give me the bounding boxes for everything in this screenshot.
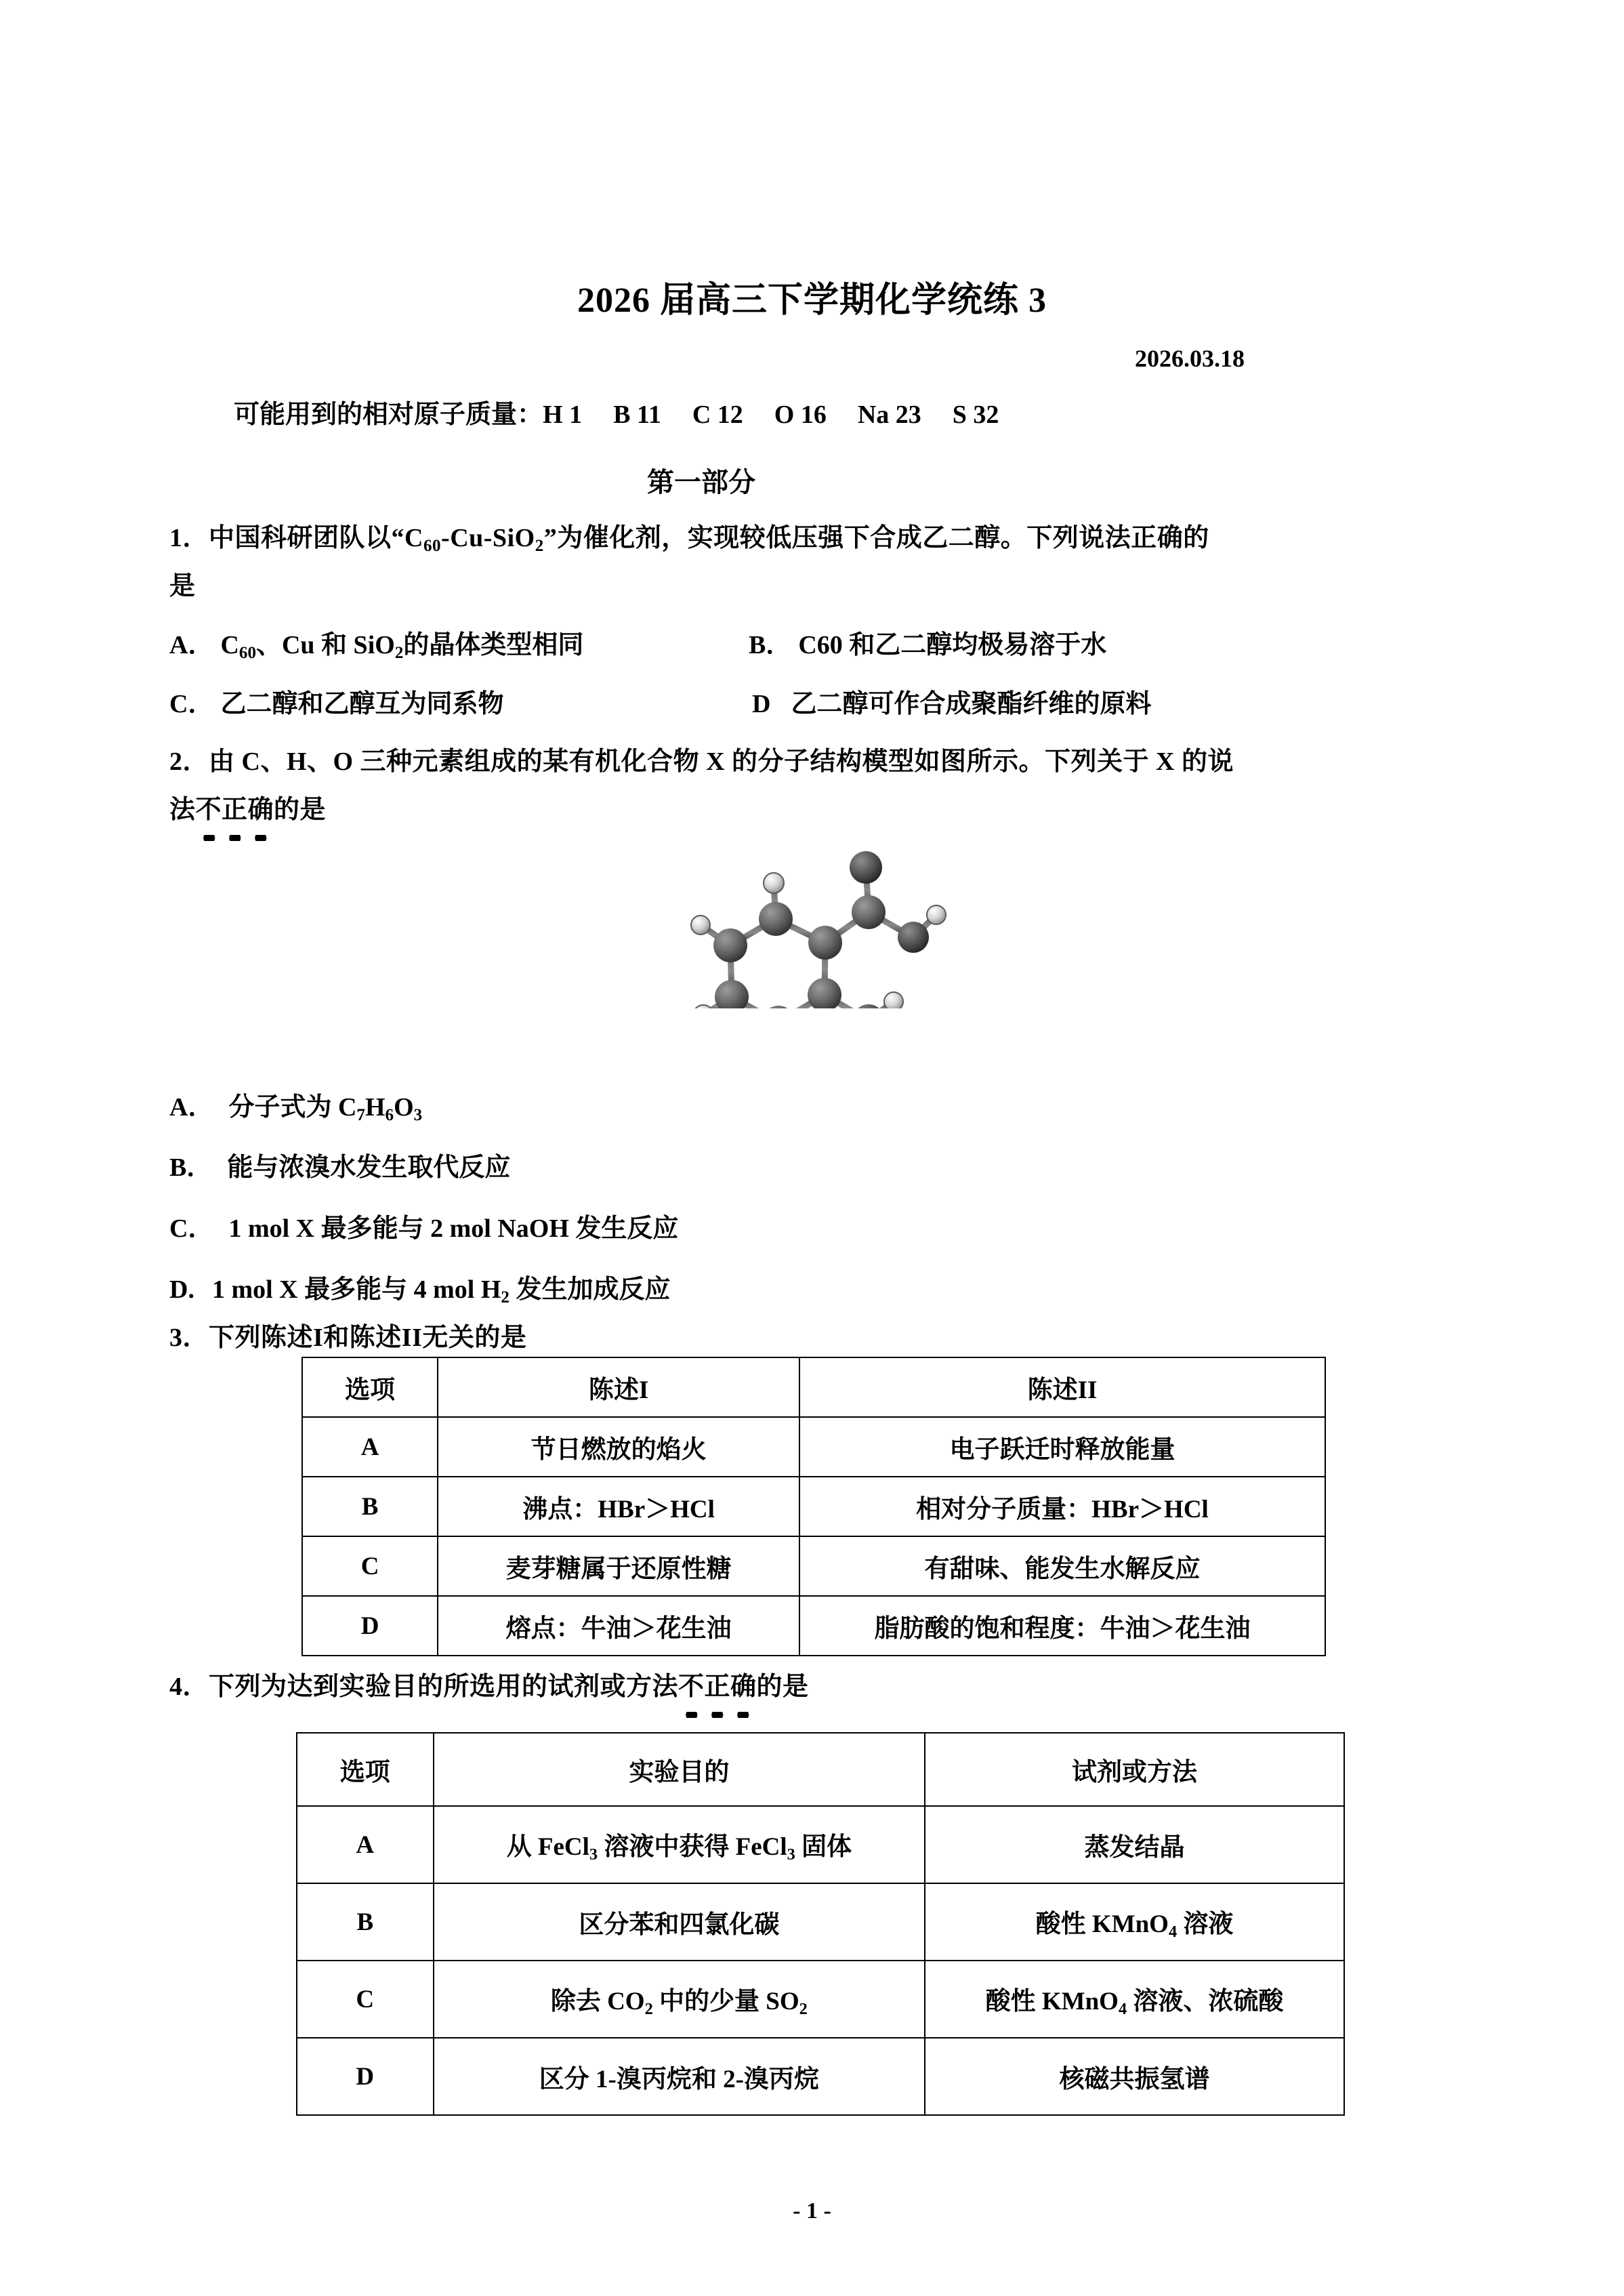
table-row <box>297 1883 1344 1961</box>
question-3-emphasis: 无关 <box>422 1318 474 1358</box>
q4-row-b-option: B <box>297 1883 434 1961</box>
carbon-atoms <box>713 895 886 1008</box>
question-1-sub-2: 2 <box>535 537 544 556</box>
q4-header-option: 选项 <box>297 1733 434 1806</box>
question-2-stem-line2-b: 的是 <box>274 796 327 824</box>
question-1-stem-b: -Cu-SiO <box>441 524 535 552</box>
question-2-option-c <box>169 1207 678 1244</box>
q4-row-d-aim: 区分 1-溴丙烷和 2-溴丙烷 <box>434 2038 925 2115</box>
hydrogen-atom <box>927 905 946 924</box>
page-number-footer: - 1 - <box>793 2198 831 2223</box>
question-2-option-a-sub-6: 6 <box>385 1106 394 1125</box>
question-1-option-c <box>169 682 503 720</box>
question-3-stem <box>169 1318 526 1358</box>
oxygen-atom <box>852 1004 885 1008</box>
q3-row-c-option: C <box>302 1536 438 1596</box>
question-3-table <box>301 1357 1326 1656</box>
question-2-option-a-sub-7: 7 <box>356 1106 365 1125</box>
q4-row-c-reagent-b: 溶液、浓硫酸 <box>1127 1987 1284 2015</box>
question-4-number: 4． <box>169 1673 209 1701</box>
question-2-stem-line2 <box>169 790 326 830</box>
ball-and-stick-diagram <box>630 832 955 1008</box>
atomic-mass-h: H 1 <box>543 401 583 429</box>
q4-row-c-reagent-sub: 4 <box>1118 1999 1127 2018</box>
exam-date: 2026.03.18 <box>1135 345 1245 372</box>
q3-header-statement-1: 陈述I <box>438 1357 799 1417</box>
question-2-number: 2． <box>169 747 209 776</box>
atomic-mass-c: C 12 <box>692 401 743 429</box>
carbon-atom <box>762 1006 795 1008</box>
q4-row-b-reagent-a: 酸性 KMnO <box>1035 1910 1169 1938</box>
question-1-option-a-text-a: C <box>220 631 239 659</box>
question-2-option-d <box>169 1268 670 1307</box>
q4-row-b-aim: 区分苯和四氯化碳 <box>434 1883 925 1961</box>
hydrogen-atom <box>764 873 784 893</box>
question-2-option-c-label: C． <box>169 1214 214 1243</box>
table-header-row <box>302 1357 1325 1417</box>
question-1-option-c-label: C． <box>169 690 214 718</box>
carbon-atom <box>808 926 842 960</box>
q4-row-a-aim-sub2: 3 <box>787 1845 795 1864</box>
q4-row-d-reagent: 核磁共振氢谱 <box>925 2038 1344 2115</box>
question-1-option-b <box>749 623 1106 661</box>
oxygen-atom <box>850 851 882 884</box>
question-2-option-a-text-c: O <box>394 1093 414 1122</box>
question-1-option-d <box>752 682 1151 720</box>
table-header-row <box>297 1733 1344 1806</box>
atomic-mass-s: S 32 <box>952 401 999 429</box>
question-3-stem-b: 的是 <box>474 1324 527 1352</box>
q3-row-a-option: A <box>302 1417 438 1477</box>
molecule-model-figure <box>630 832 955 1008</box>
question-2-option-a <box>169 1086 422 1125</box>
hydrogen-atom <box>884 992 903 1008</box>
question-3-table-head <box>302 1357 1325 1417</box>
question-2-stem-line1: 由 C、H、O 三种元素组成的某有机化合物 X 的分子结构模型如图所示。下列关于 X 的说 <box>209 747 1234 776</box>
question-4-stem-a: 下列为达到实验目的所选用的试剂或方法 <box>209 1673 679 1701</box>
q4-row-c-aim-sub1: 2 <box>644 1999 653 2018</box>
question-4-stem-b: 的是 <box>756 1673 809 1701</box>
question-1-option-a-text-b: 、Cu 和 SiO <box>255 631 395 659</box>
question-2-emphasis: 不正确 <box>196 790 274 830</box>
atomic-mass-o: O 16 <box>774 401 827 429</box>
q3-row-c-statement-1: 麦芽糖属于还原性糖 <box>438 1536 799 1596</box>
q3-row-b-statement-2: 相对分子质量：HBr＞HCl <box>799 1477 1325 1536</box>
question-1-stem-a: 中国科研团队以“C <box>209 524 423 552</box>
question-4-table-head <box>297 1733 1344 1806</box>
question-2-option-b-label: B． <box>169 1153 213 1182</box>
question-4-stem <box>169 1667 809 1707</box>
table-row <box>302 1417 1325 1477</box>
question-1-option-a-sub-60: 60 <box>238 644 256 663</box>
carbon-atom <box>759 902 793 936</box>
oxygen-atom <box>898 922 929 953</box>
q3-row-a-statement-2: 电子跃迁时释放能量 <box>799 1417 1325 1477</box>
q3-header-statement-2: 陈述II <box>799 1357 1325 1417</box>
question-1-option-d-label: D <box>752 690 771 718</box>
question-4-emphasis: 不正确 <box>678 1667 757 1707</box>
question-2-option-d-label: D. <box>169 1275 194 1304</box>
question-1-option-a <box>169 623 583 663</box>
q4-row-b-reagent-sub: 4 <box>1168 1922 1178 1941</box>
carbon-atom <box>713 928 747 962</box>
q3-row-d-statement-1: 熔点：牛油＞花生油 <box>438 1596 799 1656</box>
atomic-masses-line <box>234 393 999 430</box>
question-2-option-c-text: 1 mol X 最多能与 2 mol NaOH 发生反应 <box>228 1214 679 1243</box>
q4-header-reagent: 试剂或方法 <box>925 1733 1344 1806</box>
q4-row-a-reagent: 蒸发结晶 <box>925 1806 1344 1883</box>
q4-row-c-aim-sub2: 2 <box>799 1999 808 2018</box>
question-1-option-a-sub-2: 2 <box>394 644 404 663</box>
q4-row-c-aim-b: 中的少量 SO <box>652 1987 799 2015</box>
question-3-table-body <box>302 1417 1325 1656</box>
question-2-option-a-text-b: H <box>365 1093 386 1122</box>
table-row <box>302 1596 1325 1656</box>
question-1-stem <box>169 518 1470 560</box>
question-1-option-d-text: 乙二醇可作合成聚酯纤维的原料 <box>791 690 1152 718</box>
question-2-stem-line2-a: 法 <box>169 796 196 824</box>
q4-row-a-aim-c: 固体 <box>795 1832 852 1861</box>
q4-row-c-reagent <box>925 1961 1344 2038</box>
question-1-number: 1． <box>169 524 209 552</box>
q3-header-option: 选项 <box>302 1357 438 1417</box>
question-3-stem-a: 下列陈述I和陈述II <box>209 1324 423 1352</box>
table-row <box>297 2038 1344 2115</box>
question-2-stem <box>169 742 1477 782</box>
q3-row-b-option: B <box>302 1477 438 1536</box>
q4-row-d-option: D <box>297 2038 434 2115</box>
question-2-option-b-text: 能与浓溴水发生取代反应 <box>227 1153 511 1182</box>
q4-header-aim: 实验目的 <box>434 1733 925 1806</box>
part-heading: 第一部分 <box>647 467 755 497</box>
atomic-mass-na: Na 23 <box>857 401 921 429</box>
question-1-option-c-text: 乙二醇和乙醇互为同系物 <box>220 690 504 718</box>
question-1-option-a-text-c: 的晶体类型相同 <box>403 631 584 659</box>
q4-row-b-reagent <box>925 1883 1344 1961</box>
question-1-option-b-text: C60 和乙二醇均极易溶于水 <box>798 631 1107 659</box>
page-title: 2026 届高三下学期化学统练 3 <box>577 281 1047 320</box>
q4-row-c-reagent-a: 酸性 KMnO <box>985 1987 1119 2015</box>
table-row <box>302 1477 1325 1536</box>
question-2-option-b <box>169 1146 510 1183</box>
carbon-atom <box>852 895 886 929</box>
q4-row-a-aim <box>434 1806 925 1883</box>
q3-row-a-statement-1: 节日燃放的焰火 <box>438 1417 799 1477</box>
q4-row-b-reagent-b: 溶液 <box>1177 1910 1234 1938</box>
question-4-table <box>296 1732 1345 2116</box>
hydrogen-atom <box>693 1005 713 1008</box>
q4-row-c-aim <box>434 1961 925 2038</box>
atomic-masses-label: 可能用到的相对原子质量： <box>234 401 543 429</box>
question-2-option-d-text-a: 1 mol X 最多能与 4 mol H <box>211 1275 501 1304</box>
question-2-option-d-text-b: 发生加成反应 <box>509 1275 671 1304</box>
q3-row-b-statement-1: 沸点：HBr＞HCl <box>438 1477 799 1536</box>
carbon-atom <box>715 980 749 1008</box>
q4-row-a-aim-a: 从 FeCl <box>506 1832 589 1861</box>
carbon-atom <box>808 978 841 1008</box>
question-1-sub-60: 60 <box>423 537 442 556</box>
q3-row-d-statement-2: 脂肪酸的饱和程度：牛油＞花生油 <box>799 1596 1325 1656</box>
question-1-option-b-label: B． <box>749 631 792 659</box>
q4-row-a-aim-sub1: 3 <box>589 1845 598 1864</box>
q3-row-d-option: D <box>302 1596 438 1656</box>
question-1-option-a-label: A． <box>169 631 214 659</box>
hydrogen-atom <box>691 916 710 935</box>
question-2-option-a-text-a: 分子式为 C <box>228 1093 357 1122</box>
q4-row-a-aim-b: 溶液中获得 FeCl <box>598 1832 787 1861</box>
question-4-table-body <box>297 1806 1344 2115</box>
q3-row-c-statement-2: 有甜味、能发生水解反应 <box>799 1536 1325 1596</box>
question-2-option-a-sub-3: 3 <box>413 1106 423 1125</box>
oxygen-atoms <box>850 851 929 1008</box>
table-row <box>302 1536 1325 1596</box>
question-2-option-a-label: A． <box>169 1093 214 1122</box>
atomic-mass-b: B 11 <box>613 401 661 429</box>
table-row <box>297 1961 1344 2038</box>
table-row <box>297 1806 1344 1883</box>
question-2-option-d-sub-2: 2 <box>501 1288 509 1307</box>
question-1-stem-c: ”为催化剂，实现较低压强下合成乙二醇。下列说法正确的 <box>543 524 1209 552</box>
q4-row-c-option: C <box>297 1961 434 2038</box>
question-3-number: 3． <box>169 1324 209 1352</box>
q4-row-a-option: A <box>297 1806 434 1883</box>
q4-row-c-aim-a: 除去 CO <box>550 1987 645 2015</box>
question-1-stem-line2: 是 <box>169 572 196 600</box>
